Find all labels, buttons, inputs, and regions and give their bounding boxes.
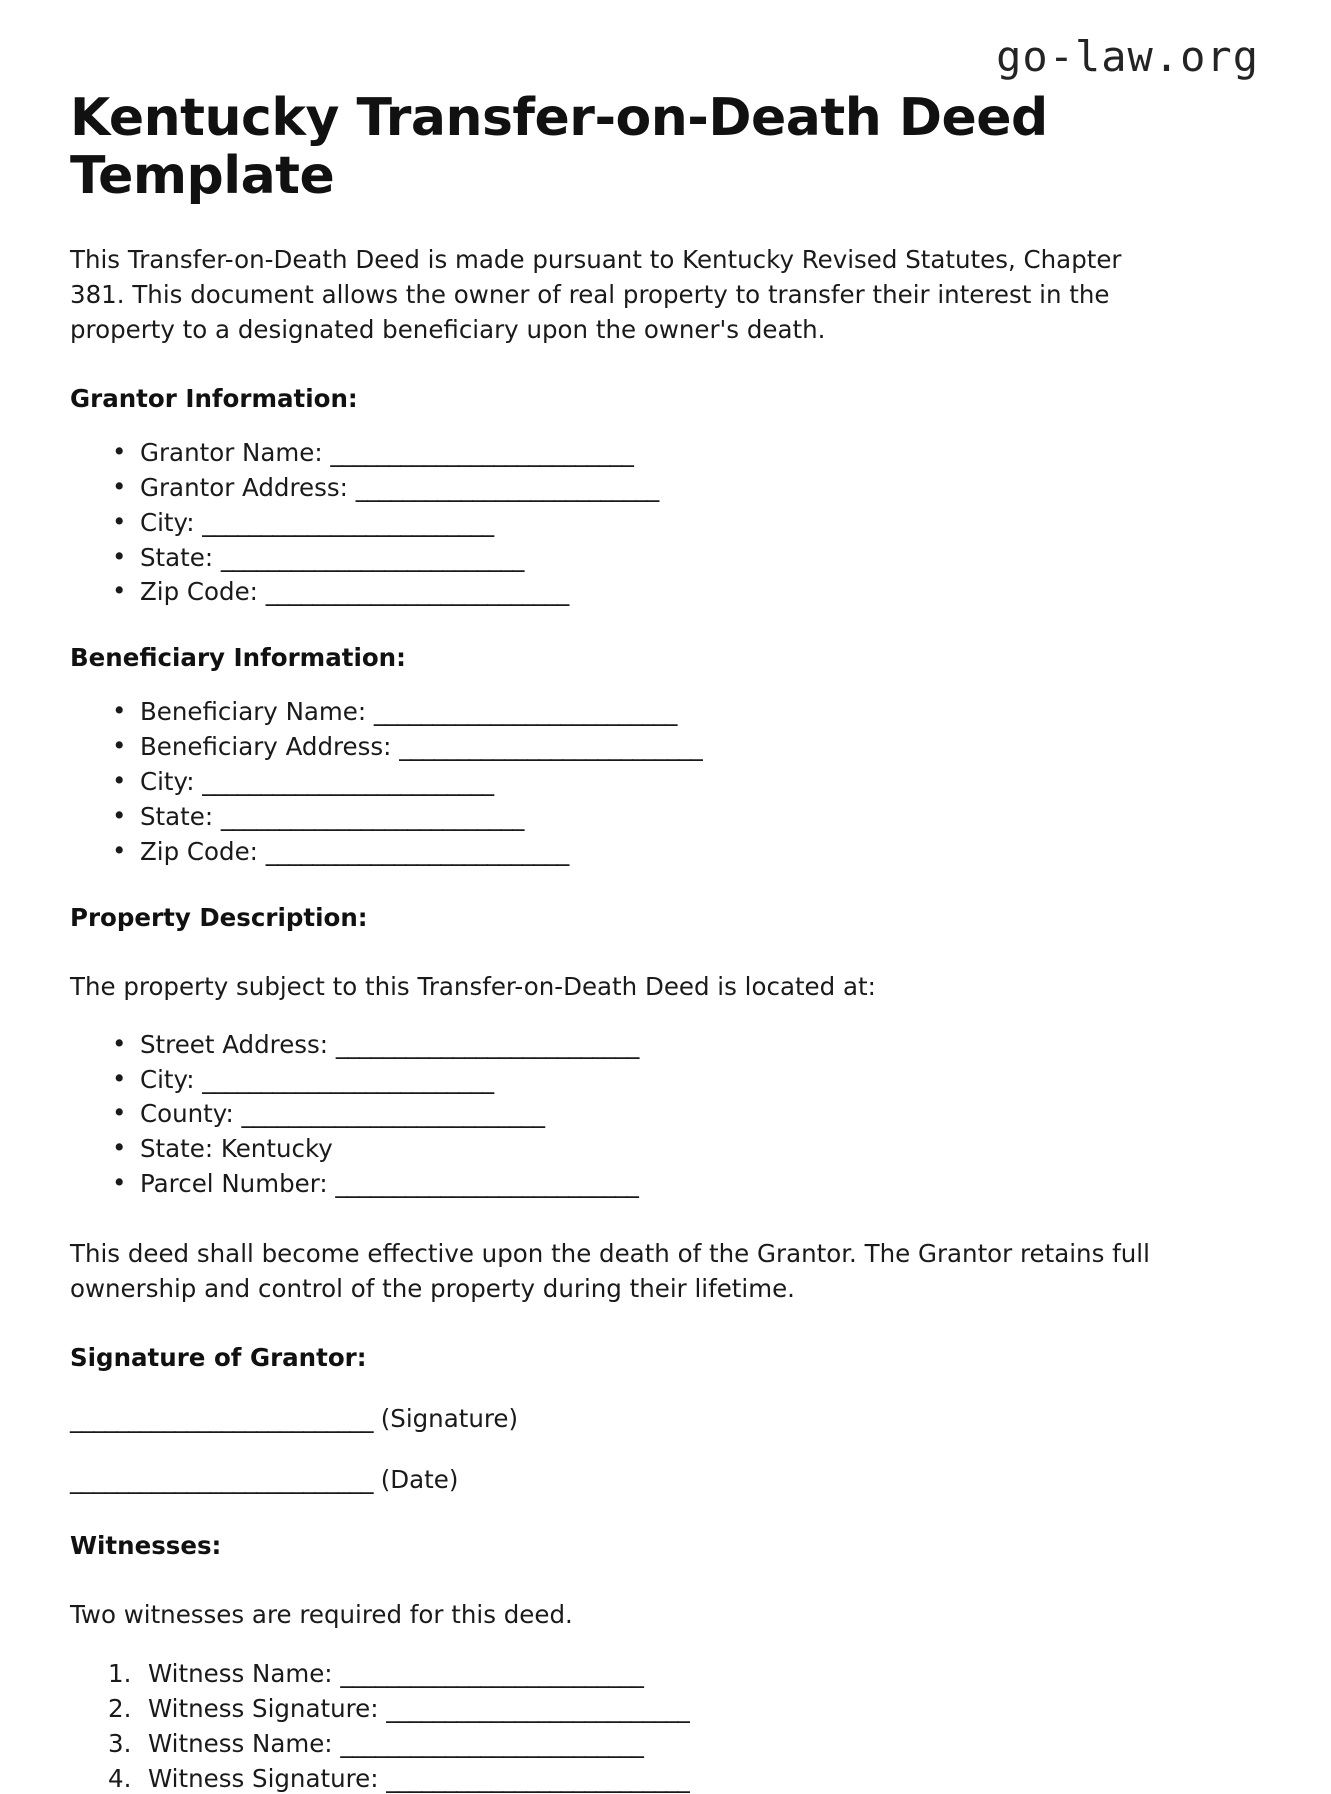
list-item	[112, 803, 1261, 832]
field-label: Witness Name:	[148, 1729, 333, 1759]
list-item	[112, 768, 1261, 797]
field-blank[interactable]: __________________________	[340, 1729, 644, 1759]
field-label: Parcel Number:	[140, 1169, 328, 1199]
field-blank[interactable]: __________________________	[265, 577, 569, 607]
field-label: Witness Signature:	[148, 1764, 379, 1794]
beneficiary-section-heading: Beneficiary Information:	[70, 643, 406, 673]
field-blank[interactable]: _________________________	[202, 1064, 494, 1094]
list-item	[108, 1730, 1261, 1759]
list-item	[108, 1660, 1261, 1689]
list-item	[112, 509, 1261, 538]
field-label: County:	[140, 1099, 234, 1129]
field-blank[interactable]: _________________________	[202, 767, 494, 797]
property-lead-in: The property subject to this Transfer-on-Death Deed is located at:	[70, 971, 876, 1001]
field-blank[interactable]: __________________________	[340, 1659, 644, 1689]
witness-section-heading: Witnesses:	[70, 1530, 222, 1560]
list-item	[112, 544, 1261, 573]
field-blank[interactable]: _________________________	[202, 507, 494, 537]
field-label: Zip Code:	[140, 836, 258, 866]
field-label: Street Address:	[140, 1029, 329, 1059]
field-blank[interactable]: __________________________	[241, 1099, 545, 1129]
property-field-list	[70, 1031, 1261, 1200]
field-blank[interactable]: __________________________	[399, 732, 703, 762]
list-item	[112, 838, 1261, 867]
list-item	[112, 1031, 1261, 1060]
page-title: Kentucky Transfer-on-Death Deed Template	[70, 88, 1048, 207]
list-item	[112, 733, 1261, 762]
list-item	[112, 1100, 1261, 1129]
list-item	[112, 1066, 1261, 1095]
list-item	[112, 578, 1261, 607]
field-blank[interactable]: __________________________	[265, 836, 569, 866]
list-item	[112, 439, 1261, 468]
grantor-date-line	[70, 1465, 1261, 1494]
field-label: City:	[140, 767, 195, 797]
grantor-signature-line	[70, 1404, 1261, 1433]
beneficiary-field-list	[70, 698, 1261, 867]
signature-caption: (Signature)	[380, 1403, 519, 1433]
field-label: State: Kentucky	[140, 1134, 333, 1164]
signature-blank[interactable]: __________________________	[70, 1403, 373, 1433]
field-label: Grantor Name:	[140, 437, 323, 467]
list-item	[112, 1170, 1261, 1199]
field-blank[interactable]: __________________________	[335, 1029, 639, 1059]
witness-list	[70, 1660, 1261, 1794]
list-item	[112, 698, 1261, 727]
intro-paragraph: This Transfer-on-Death Deed is made pursuant to Kentucky Revised Statutes, Chapter 381. This document allows the owner of real property to transfer their interest in the property to a designated beneficiary upon the owner's death.	[70, 245, 1122, 345]
field-label: Witness Signature:	[148, 1694, 379, 1724]
field-label: Beneficiary Address:	[140, 732, 392, 762]
grantor-section-heading: Grantor Information:	[70, 383, 358, 413]
field-label: Zip Code:	[140, 577, 258, 607]
list-item	[112, 474, 1261, 503]
field-label: State:	[140, 542, 214, 572]
field-label: Beneficiary Name:	[140, 697, 367, 727]
effective-clause-paragraph: This deed shall become effective upon the death of the Grantor. The Grantor retains full ownership and control of the property during their lifetime.	[70, 1239, 1150, 1303]
list-item	[108, 1695, 1261, 1724]
date-caption: (Date)	[380, 1465, 459, 1495]
field-label: City:	[140, 507, 195, 537]
field-blank[interactable]: __________________________	[220, 542, 524, 572]
list-item	[112, 1135, 1261, 1164]
field-blank[interactable]: __________________________	[373, 697, 677, 727]
field-blank[interactable]: __________________________	[335, 1169, 639, 1199]
field-blank[interactable]: __________________________	[386, 1694, 690, 1724]
site-brand-watermark: go-law.org	[996, 32, 1259, 81]
field-label: Grantor Address:	[140, 472, 348, 502]
field-label: City:	[140, 1064, 195, 1094]
date-blank[interactable]: __________________________	[70, 1465, 373, 1495]
list-item	[108, 1765, 1261, 1794]
signature-section-heading: Signature of Grantor:	[70, 1342, 367, 1372]
field-blank[interactable]: __________________________	[355, 472, 659, 502]
field-blank[interactable]: __________________________	[386, 1764, 690, 1794]
grantor-field-list	[70, 439, 1261, 608]
property-section-heading: Property Description:	[70, 902, 368, 932]
witness-note: Two witnesses are required for this deed.	[70, 1599, 573, 1629]
field-blank[interactable]: __________________________	[330, 437, 634, 467]
field-blank[interactable]: __________________________	[220, 802, 524, 832]
field-label: Witness Name:	[148, 1659, 333, 1689]
field-label: State:	[140, 802, 214, 832]
